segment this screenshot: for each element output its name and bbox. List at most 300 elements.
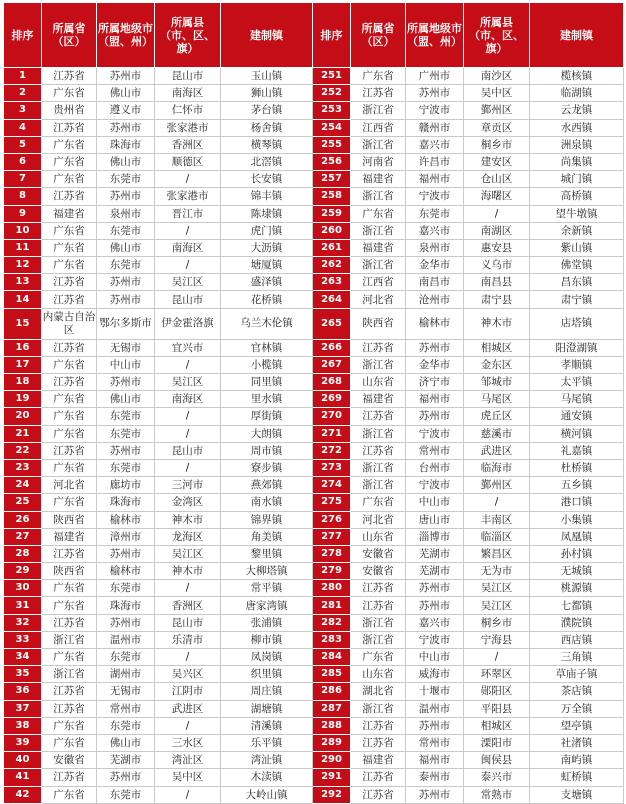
city-cell: 常州市: [406, 734, 464, 751]
rank-cell: 284: [313, 649, 351, 666]
county-cell: 吴江区: [464, 597, 530, 614]
rank-cell: 30: [4, 580, 42, 597]
town-cell: 唐家湾镇: [221, 597, 313, 614]
county-cell: 武进区: [155, 700, 221, 717]
city-cell: 泉州市: [97, 205, 155, 222]
rank-cell: 13: [4, 274, 42, 291]
town-cell: 紫山镇: [530, 239, 624, 256]
city-cell: 榆林市: [97, 511, 155, 528]
rank-cell: 260: [313, 222, 351, 239]
county-cell: 吴江区: [464, 580, 530, 597]
county-cell: 张家港市: [155, 188, 221, 205]
town-cell: 凤凰镇: [530, 528, 624, 545]
city-cell: 东莞市: [97, 649, 155, 666]
table-row: [4, 171, 624, 188]
table-row: [4, 631, 624, 648]
town-cell: 茅台镇: [221, 102, 313, 119]
town-cell: 同里镇: [221, 374, 313, 391]
county-cell: 香洲区: [155, 136, 221, 153]
rank-cell: 278: [313, 545, 351, 562]
town-ranking-table: [3, 2, 624, 804]
town-cell: 乐平镇: [221, 734, 313, 751]
province-cell: 福建省: [351, 752, 406, 769]
header-city: 所属地级市（盟、州）: [406, 3, 464, 68]
province-cell: 河北省: [351, 291, 406, 308]
county-cell: /: [155, 580, 221, 597]
rank-cell: 263: [313, 274, 351, 291]
rank-cell: 281: [313, 597, 351, 614]
town-cell: 望亭镇: [530, 717, 624, 734]
city-cell: 沧州市: [406, 291, 464, 308]
table-row: [4, 649, 624, 666]
county-cell: 慈溪市: [464, 425, 530, 442]
province-cell: 江苏省: [351, 580, 406, 597]
header-county: 所属县（市、区、旗）: [155, 3, 221, 68]
province-cell: 广东省: [351, 649, 406, 666]
rank-cell: 19: [4, 391, 42, 408]
table-row: [4, 717, 624, 734]
rank-cell: 39: [4, 734, 42, 751]
county-cell: 宜兴市: [155, 339, 221, 356]
city-cell: 台州市: [406, 459, 464, 476]
rank-cell: 288: [313, 717, 351, 734]
town-cell: 孙村镇: [530, 545, 624, 562]
city-cell: 泉州市: [406, 239, 464, 256]
town-cell: 杜桥镇: [530, 459, 624, 476]
province-cell: 福建省: [42, 528, 97, 545]
town-cell: 乌兰木伦镇: [221, 308, 313, 339]
town-cell: 横河镇: [530, 425, 624, 442]
rank-cell: 7: [4, 171, 42, 188]
town-cell: 塘厦镇: [221, 257, 313, 274]
header-province: 所属省（区）: [42, 3, 97, 68]
county-cell: 顺德区: [155, 153, 221, 170]
city-cell: 苏州市: [97, 442, 155, 459]
table-row: [4, 356, 624, 373]
county-cell: 湾沚区: [155, 752, 221, 769]
rank-cell: 5: [4, 136, 42, 153]
town-cell: 木渎镇: [221, 769, 313, 786]
province-cell: 广东省: [351, 205, 406, 222]
province-cell: 江苏省: [351, 597, 406, 614]
rank-cell: 268: [313, 374, 351, 391]
city-cell: 南昌市: [406, 274, 464, 291]
table-row: [4, 425, 624, 442]
province-cell: 广东省: [42, 459, 97, 476]
town-cell: 临湖镇: [530, 85, 624, 102]
town-cell: 清溪镇: [221, 717, 313, 734]
county-cell: 环翠区: [464, 666, 530, 683]
town-cell: 濮院镇: [530, 614, 624, 631]
rank-cell: 11: [4, 239, 42, 256]
table-row: [4, 614, 624, 631]
province-cell: 广东省: [42, 649, 97, 666]
city-cell: 济宁市: [406, 374, 464, 391]
city-cell: 淄博市: [406, 528, 464, 545]
town-cell: 支塘镇: [530, 786, 624, 803]
town-cell: 社渚镇: [530, 734, 624, 751]
rank-cell: 271: [313, 425, 351, 442]
province-cell: 江苏省: [42, 769, 97, 786]
province-cell: 江苏省: [351, 85, 406, 102]
city-cell: 珠海市: [97, 494, 155, 511]
city-cell: 苏州市: [97, 188, 155, 205]
city-cell: 苏州市: [97, 545, 155, 562]
province-cell: 江苏省: [351, 442, 406, 459]
city-cell: 金华市: [406, 257, 464, 274]
table-row: [4, 257, 624, 274]
town-cell: 长安镇: [221, 171, 313, 188]
table-row: [4, 666, 624, 683]
city-cell: 宁波市: [406, 102, 464, 119]
province-cell: 贵州省: [42, 102, 97, 119]
province-cell: 广东省: [42, 257, 97, 274]
county-cell: 南海区: [155, 391, 221, 408]
rank-cell: 40: [4, 752, 42, 769]
county-cell: 马尾区: [464, 391, 530, 408]
town-cell: 马尾镇: [530, 391, 624, 408]
table-row: [4, 477, 624, 494]
city-cell: 苏州市: [97, 614, 155, 631]
county-cell: 相城区: [464, 339, 530, 356]
table-row: [4, 274, 624, 291]
town-cell: 陈埭镇: [221, 205, 313, 222]
county-cell: 吴中区: [155, 769, 221, 786]
province-cell: 广东省: [42, 391, 97, 408]
rank-cell: 279: [313, 563, 351, 580]
rank-cell: 292: [313, 786, 351, 803]
table-row: [4, 291, 624, 308]
table-body: [4, 68, 624, 804]
rank-cell: 258: [313, 188, 351, 205]
county-cell: 鄞州区: [464, 102, 530, 119]
county-cell: 晋江市: [155, 205, 221, 222]
town-cell: 无城镇: [530, 563, 624, 580]
rank-cell: 269: [313, 391, 351, 408]
county-cell: /: [155, 171, 221, 188]
county-cell: 张家港市: [155, 119, 221, 136]
town-cell: 寮步镇: [221, 459, 313, 476]
city-cell: 漳州市: [97, 528, 155, 545]
county-cell: 伊金霍洛旗: [155, 308, 221, 339]
rank-cell: 9: [4, 205, 42, 222]
province-cell: 江苏省: [42, 291, 97, 308]
province-cell: 江苏省: [351, 734, 406, 751]
province-cell: 江苏省: [42, 700, 97, 717]
county-cell: 南湖区: [464, 222, 530, 239]
town-cell: 南屿镇: [530, 752, 624, 769]
town-cell: 草庙子镇: [530, 666, 624, 683]
county-cell: 仓山区: [464, 171, 530, 188]
town-cell: 桃源镇: [530, 580, 624, 597]
town-cell: 西店镇: [530, 631, 624, 648]
header-town: 建制镇: [221, 3, 313, 68]
town-cell: 三角镇: [530, 649, 624, 666]
province-cell: 江苏省: [42, 545, 97, 562]
rank-cell: 291: [313, 769, 351, 786]
rank-cell: 256: [313, 153, 351, 170]
city-cell: 嘉兴市: [406, 136, 464, 153]
province-cell: 河南省: [351, 153, 406, 170]
province-cell: 江苏省: [42, 188, 97, 205]
province-cell: 广东省: [42, 425, 97, 442]
table-row: [4, 494, 624, 511]
rank-cell: 33: [4, 631, 42, 648]
county-cell: 南海区: [155, 85, 221, 102]
rank-cell: 253: [313, 102, 351, 119]
city-cell: 廊坊市: [97, 477, 155, 494]
rank-cell: 252: [313, 85, 351, 102]
header-town: 建制镇: [530, 3, 624, 68]
county-cell: 邹城市: [464, 374, 530, 391]
city-cell: 遵义市: [97, 102, 155, 119]
rank-cell: 42: [4, 786, 42, 803]
county-cell: /: [155, 459, 221, 476]
county-cell: /: [155, 222, 221, 239]
city-cell: 东莞市: [97, 717, 155, 734]
county-cell: 龙海区: [155, 528, 221, 545]
city-cell: 鄂尔多斯市: [97, 308, 155, 339]
province-cell: 浙江省: [351, 477, 406, 494]
town-cell: 湾沚镇: [221, 752, 313, 769]
rank-cell: 275: [313, 494, 351, 511]
county-cell: /: [155, 649, 221, 666]
table-row: [4, 563, 624, 580]
rank-cell: 267: [313, 356, 351, 373]
rank-cell: 8: [4, 188, 42, 205]
city-cell: 温州市: [406, 700, 464, 717]
province-cell: 浙江省: [351, 188, 406, 205]
rank-cell: 38: [4, 717, 42, 734]
province-cell: 安徽省: [42, 752, 97, 769]
county-cell: /: [155, 786, 221, 803]
table-row: [4, 188, 624, 205]
city-cell: 常州市: [97, 700, 155, 717]
province-cell: 江苏省: [42, 68, 97, 85]
province-cell: 福建省: [42, 205, 97, 222]
province-cell: 浙江省: [351, 425, 406, 442]
table-row: [4, 442, 624, 459]
county-cell: 金湾区: [155, 494, 221, 511]
county-cell: 三河市: [155, 477, 221, 494]
city-cell: 东莞市: [97, 222, 155, 239]
province-cell: 内蒙古自治区: [42, 308, 97, 339]
town-cell: 太平镇: [530, 374, 624, 391]
province-cell: 广东省: [42, 222, 97, 239]
town-cell: 南水镇: [221, 494, 313, 511]
town-cell: 黎里镇: [221, 545, 313, 562]
town-cell: 高桥镇: [530, 188, 624, 205]
town-cell: 水西镇: [530, 119, 624, 136]
county-cell: 吴江区: [155, 545, 221, 562]
city-cell: 苏州市: [406, 408, 464, 425]
table-row: [4, 85, 624, 102]
town-cell: 佛堂镇: [530, 257, 624, 274]
town-cell: 张浦镇: [221, 614, 313, 631]
county-cell: 昆山市: [155, 442, 221, 459]
rank-cell: 41: [4, 769, 42, 786]
city-cell: 苏州市: [97, 769, 155, 786]
city-cell: 芜湖市: [97, 752, 155, 769]
town-cell: 榄核镇: [530, 68, 624, 85]
town-cell: 玉山镇: [221, 68, 313, 85]
rank-cell: 276: [313, 511, 351, 528]
province-cell: 陕西省: [42, 511, 97, 528]
table-row: [4, 786, 624, 803]
town-cell: 通安镇: [530, 408, 624, 425]
province-cell: 江苏省: [42, 119, 97, 136]
table-row: [4, 752, 624, 769]
town-cell: 虎门镇: [221, 222, 313, 239]
rank-cell: 23: [4, 459, 42, 476]
province-cell: 陕西省: [351, 308, 406, 339]
town-cell: 里水镇: [221, 391, 313, 408]
table-row: [4, 597, 624, 614]
county-cell: 吴江区: [155, 274, 221, 291]
table-row: [4, 222, 624, 239]
province-cell: 浙江省: [351, 257, 406, 274]
city-cell: 苏州市: [97, 68, 155, 85]
province-cell: 广东省: [42, 153, 97, 170]
province-cell: 广东省: [42, 580, 97, 597]
table-row: [4, 374, 624, 391]
rank-cell: 270: [313, 408, 351, 425]
city-cell: 金华市: [406, 356, 464, 373]
county-cell: 桐乡市: [464, 136, 530, 153]
province-cell: 浙江省: [351, 136, 406, 153]
table-row: [4, 511, 624, 528]
province-cell: 江苏省: [351, 717, 406, 734]
county-cell: 平阳县: [464, 700, 530, 717]
header-county: 所属县（市、区、旗）: [464, 3, 530, 68]
county-cell: 金东区: [464, 356, 530, 373]
province-cell: 江苏省: [42, 442, 97, 459]
province-cell: 安徽省: [351, 545, 406, 562]
province-cell: 广东省: [42, 597, 97, 614]
city-cell: 泰州市: [406, 769, 464, 786]
county-cell: 义乌市: [464, 257, 530, 274]
rank-cell: 22: [4, 442, 42, 459]
town-cell: 洲泉镇: [530, 136, 624, 153]
county-cell: 香洲区: [155, 597, 221, 614]
city-cell: 芜湖市: [406, 545, 464, 562]
province-cell: 浙江省: [351, 356, 406, 373]
rank-cell: 286: [313, 683, 351, 700]
town-cell: 狮山镇: [221, 85, 313, 102]
town-cell: 北滘镇: [221, 153, 313, 170]
town-cell: 杨舍镇: [221, 119, 313, 136]
county-cell: /: [155, 257, 221, 274]
county-cell: 肃宁县: [464, 291, 530, 308]
ranking-table-container: [3, 2, 623, 804]
town-cell: 常平镇: [221, 580, 313, 597]
province-cell: 江西省: [351, 119, 406, 136]
city-cell: 苏州市: [97, 274, 155, 291]
county-cell: 昆山市: [155, 614, 221, 631]
county-cell: 临淄区: [464, 528, 530, 545]
city-cell: 苏州市: [97, 374, 155, 391]
city-cell: 苏州市: [406, 597, 464, 614]
province-cell: 河北省: [42, 477, 97, 494]
table-row: [4, 545, 624, 562]
county-cell: 吴江区: [155, 374, 221, 391]
town-cell: 茶店镇: [530, 683, 624, 700]
town-cell: 五乡镇: [530, 477, 624, 494]
city-cell: 苏州市: [406, 717, 464, 734]
rank-cell: 10: [4, 222, 42, 239]
town-cell: 昌东镇: [530, 274, 624, 291]
rank-cell: 37: [4, 700, 42, 717]
town-cell: 织里镇: [221, 666, 313, 683]
rank-cell: 31: [4, 597, 42, 614]
city-cell: 嘉兴市: [406, 222, 464, 239]
rank-cell: 32: [4, 614, 42, 631]
county-cell: 虎丘区: [464, 408, 530, 425]
rank-cell: 266: [313, 339, 351, 356]
county-cell: 南海区: [155, 239, 221, 256]
table-row: [4, 408, 624, 425]
province-cell: 广东省: [351, 68, 406, 85]
header-city: 所属地级市（盟、州）: [97, 3, 155, 68]
town-cell: 横琴镇: [221, 136, 313, 153]
rank-cell: 18: [4, 374, 42, 391]
city-cell: 无锡市: [97, 339, 155, 356]
town-cell: 凤岗镇: [221, 649, 313, 666]
table-row: [4, 308, 624, 339]
rank-cell: 277: [313, 528, 351, 545]
province-cell: 浙江省: [351, 614, 406, 631]
province-cell: 浙江省: [42, 631, 97, 648]
province-cell: 浙江省: [351, 631, 406, 648]
town-cell: 望牛墩镇: [530, 205, 624, 222]
city-cell: 东莞市: [97, 425, 155, 442]
province-cell: 江西省: [351, 274, 406, 291]
rank-cell: 16: [4, 339, 42, 356]
rank-cell: 1: [4, 68, 42, 85]
rank-cell: 2: [4, 85, 42, 102]
city-cell: 唐山市: [406, 511, 464, 528]
table-row: [4, 580, 624, 597]
rank-cell: 255: [313, 136, 351, 153]
city-cell: 苏州市: [97, 119, 155, 136]
province-cell: 江苏省: [351, 786, 406, 803]
city-cell: 苏州市: [406, 786, 464, 803]
town-cell: 燕郊镇: [221, 477, 313, 494]
province-cell: 浙江省: [42, 666, 97, 683]
county-cell: 相城区: [464, 717, 530, 734]
town-cell: 七都镇: [530, 597, 624, 614]
table-row: [4, 102, 624, 119]
county-cell: 临海市: [464, 459, 530, 476]
rank-cell: 4: [4, 119, 42, 136]
county-cell: 吴中区: [464, 85, 530, 102]
city-cell: 苏州市: [97, 291, 155, 308]
city-cell: 榆林市: [406, 308, 464, 339]
rank-cell: 34: [4, 649, 42, 666]
rank-cell: 17: [4, 356, 42, 373]
province-cell: 广东省: [42, 85, 97, 102]
province-cell: 广东省: [42, 171, 97, 188]
rank-cell: 272: [313, 442, 351, 459]
city-cell: 湖州市: [97, 666, 155, 683]
province-cell: 山东省: [351, 374, 406, 391]
county-cell: 昆山市: [155, 68, 221, 85]
province-cell: 江苏省: [42, 339, 97, 356]
town-cell: 盛泽镇: [221, 274, 313, 291]
rank-cell: 273: [313, 459, 351, 476]
province-cell: 广东省: [351, 494, 406, 511]
county-cell: 郧阳区: [464, 683, 530, 700]
